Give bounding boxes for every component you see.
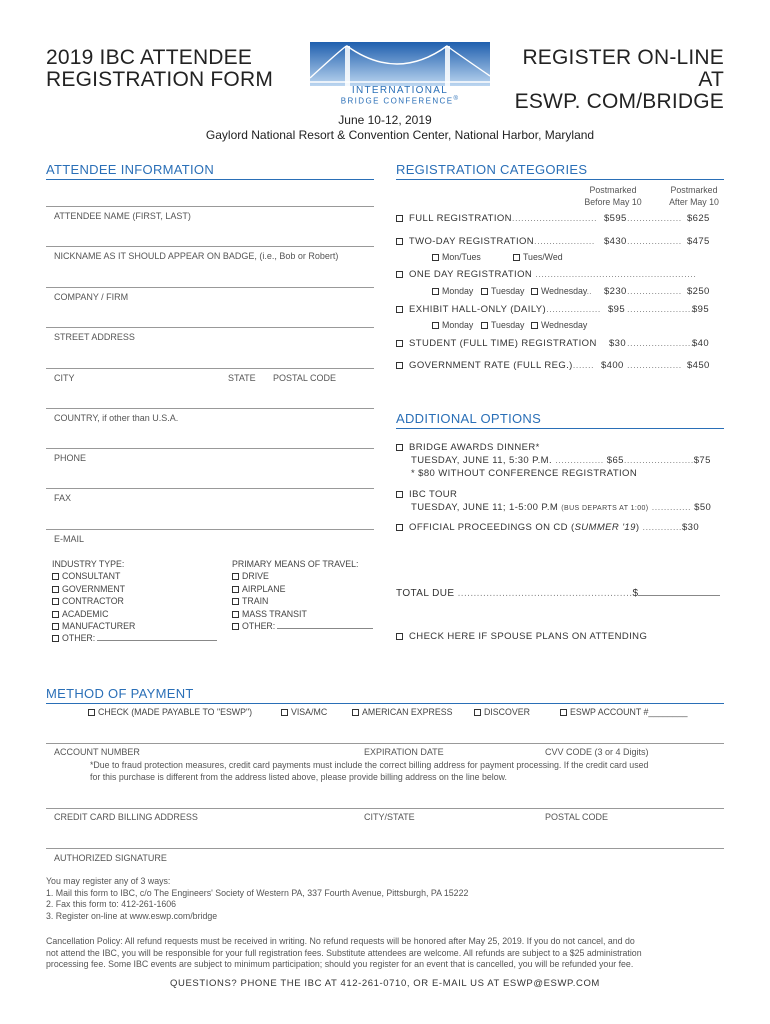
one-day-tuesday[interactable] [481, 286, 524, 296]
attendee-section-label: ATTENDEE INFORMATION [46, 162, 215, 177]
student-registration-option[interactable] [396, 338, 597, 349]
industry-other[interactable] [52, 632, 217, 644]
checkbox-icon[interactable] [232, 611, 239, 618]
exhibit-tuesday-label: Tuesday [491, 320, 525, 330]
checkbox-icon[interactable] [513, 254, 520, 261]
ibc-tour-time: TUESDAY, JUNE 11; 1-5:00 P.M [411, 502, 559, 513]
billing-address-label: CREDIT CARD BILLING ADDRESS [54, 812, 198, 822]
account-number-line[interactable] [46, 743, 724, 744]
travel-label: PRIMARY MEANS OF TRAVEL: [232, 559, 359, 569]
checkbox-icon[interactable] [481, 288, 488, 295]
two-day-mon-tues[interactable] [432, 252, 481, 262]
awards-dinner-late-price: $75 [693, 455, 711, 466]
checkbox-icon[interactable] [396, 491, 403, 498]
nickname-line[interactable] [46, 246, 374, 247]
payment-discover-label: DISCOVER [484, 707, 530, 717]
additional-options-title [396, 411, 724, 429]
billing-postal-label: POSTAL CODE [545, 812, 609, 822]
questions-contact: QUESTIONS? PHONE THE IBC AT 412-261-0710, OR E-MAIL US AT ESWP@ESWP.COM [170, 978, 600, 989]
proceedings-label-end: ) [635, 522, 640, 533]
form-title [46, 47, 273, 91]
checkbox-icon[interactable] [396, 271, 403, 278]
industry-other-label: OTHER: [62, 633, 96, 644]
full-registration-label: FULL REGISTRATION [409, 213, 512, 224]
dot-leader: .................. [627, 286, 682, 297]
expiration-date-label: EXPIRATION DATE [364, 747, 444, 757]
one-day-late-price: $250 [687, 286, 710, 297]
form-title-line-2: REGISTRATION FORM [46, 68, 274, 91]
register-online-url[interactable]: ESWP. COM/BRIDGE [514, 90, 724, 113]
travel-group [232, 558, 373, 632]
city-line[interactable] [46, 368, 374, 369]
exhibit-early-price: $95 [608, 304, 626, 315]
industry-government-label: GOVERNMENT [62, 583, 126, 594]
checkbox-icon[interactable] [396, 215, 403, 222]
checkbox-icon[interactable] [396, 524, 403, 531]
awards-dinner-option[interactable]: BRIDGE AWARDS DINNER* TUESDAY, JUNE 11, 5:30 P.M. ................ $65.......................$75 * $80 WITHOUT CONFERENCE REGISTRATION [396, 441, 711, 480]
dot-leader: .................. [627, 213, 682, 224]
one-day-tuesday-label: Tuesday [491, 286, 525, 296]
state-label: STATE [228, 373, 256, 383]
checkbox-icon[interactable] [432, 322, 439, 329]
account-number-label: ACCOUNT NUMBER [54, 747, 140, 757]
cancellation-policy-line-2: not attend the IBC, you will be responsible for your full registration fees. Substitute attendees are welcome. All refunds are subject to a $25 administration [46, 947, 642, 958]
exhibit-monday[interactable] [432, 320, 473, 330]
checkbox-icon[interactable] [352, 709, 359, 716]
checkbox-icon[interactable] [432, 254, 439, 261]
two-day-registration-label: TWO-DAY REGISTRATION [408, 236, 535, 247]
checkbox-icon[interactable] [281, 709, 288, 716]
government-rate-option[interactable]: GOVERNMENT RATE (FULL REG.)....... [396, 360, 594, 371]
travel-other-field[interactable] [277, 628, 373, 629]
cvv-label: CVV CODE (3 or 4 Digits) [545, 747, 649, 757]
register-online-line-1: REGISTER ON-LINE AT [522, 46, 724, 91]
exhibit-hall-label: EXHIBIT HALL-ONLY (DAILY) [409, 304, 547, 315]
checkbox-icon[interactable] [531, 322, 538, 329]
checkbox-icon[interactable] [232, 586, 239, 593]
registration-way-fax: 2. Fax this form to: 412-261-1606 [46, 899, 177, 910]
travel-airplane[interactable] [232, 583, 373, 595]
spouse-option[interactable] [396, 631, 647, 642]
checkbox-icon[interactable] [52, 623, 59, 630]
phone-label: PHONE [54, 453, 87, 463]
two-day-tues-wed-label: Tues/Wed [523, 252, 563, 262]
industry-contractor-label: CONTRACTOR [62, 596, 124, 607]
exhibit-wednesday[interactable] [531, 320, 587, 330]
payment-check-label: CHECK (MADE PAYABLE TO "ESWP") [98, 707, 253, 717]
checkbox-icon[interactable] [52, 598, 59, 605]
payment-amex-label: AMERICAN EXPRESS [362, 707, 453, 717]
industry-government[interactable] [52, 583, 217, 595]
conference-venue: Gaylord National Resort & Convention Center, National Harbor, Maryland [205, 128, 595, 142]
logo-registered-mark: ® [453, 96, 460, 102]
ibc-tour-price: $50 [694, 502, 712, 513]
city-label: CITY [54, 373, 75, 383]
government-rate-label: GOVERNMENT RATE (FULL REG.) [409, 360, 573, 371]
cancellation-policy-line-3: processing fee. Some IBC events are subject to minimum participation; should you register for an event that is cancelled, you will be refunded your fee. [46, 959, 634, 970]
price-column-early-line1: Postmarked [589, 185, 637, 195]
proceedings-option[interactable]: OFFICIAL PROCEEDINGS ON CD (SUMMER '19) .............$30 [396, 522, 699, 533]
conference-logo [305, 42, 495, 106]
ibc-tour-bus-note: (BUS DEPARTS AT 1:00) [561, 505, 649, 512]
payment-discover[interactable] [474, 707, 530, 717]
checkbox-icon[interactable] [52, 611, 59, 618]
student-early-price: $30 [609, 338, 627, 349]
travel-airplane-label: AIRPLANE [242, 583, 286, 594]
conference-dates: June 10-12, 2019 [338, 113, 432, 127]
street-line[interactable] [46, 327, 374, 328]
checkbox-icon[interactable] [432, 288, 439, 295]
exhibit-monday-label: Monday [442, 320, 474, 330]
one-day-wednesday-label: Wednesday [541, 286, 587, 296]
industry-manufacturer-label: MANUFACTURER [62, 621, 136, 632]
checkbox-icon[interactable] [52, 635, 59, 642]
student-late-price: $40 [692, 338, 710, 349]
billing-address-line[interactable] [46, 808, 724, 809]
travel-train[interactable] [232, 595, 373, 607]
travel-mass-transit[interactable] [232, 608, 373, 620]
additional-options-label: ADDITIONAL OPTIONS [396, 411, 542, 426]
fraud-notice-line-1: *Due to fraud protection measures, credit card payments must include the correct billing address for payment processing. If the credit card used [90, 760, 649, 770]
dot-leader: .................. [627, 360, 682, 371]
checkbox-icon[interactable] [396, 238, 403, 245]
one-day-early-price: $230 [604, 286, 627, 297]
price-column-early-line2: Before May 10 [584, 197, 642, 207]
registration-way-mail: 1. Mail this form to IBC, c/o The Engineers' Society of Western PA, 337 Fourth Avenue, Pittsburgh, PA 15222 [46, 887, 469, 898]
street-label: STREET ADDRESS [54, 332, 135, 342]
ibc-tour-option[interactable]: IBC TOUR TUESDAY, JUNE 11; 1-5:00 P.M (BUS DEPARTS AT 1:00) ............. $50 [396, 488, 711, 515]
price-column-late-line1: Postmarked [670, 185, 718, 195]
travel-mass-transit-label: MASS TRANSIT [242, 608, 307, 619]
exhibit-hall-option[interactable]: EXHIBIT HALL-ONLY (DAILY).................. [396, 304, 601, 315]
industry-academic-label: ACADEMIC [62, 608, 109, 619]
checkbox-icon[interactable] [396, 306, 403, 313]
industry-type-group [52, 558, 217, 645]
dot-leader: ...................... [627, 304, 694, 315]
register-online-title [508, 47, 724, 113]
nickname-label: NICKNAME AS IT SHOULD APPEAR ON BADGE, (i.e., Bob or Robert) [54, 251, 339, 261]
total-due: TOTAL DUE .......................................................$ [396, 588, 720, 599]
spouse-label: CHECK HERE IF SPOUSE PLANS ON ATTENDING [409, 631, 648, 642]
logo-line-2: BRIDGE CONFERENCE [340, 96, 454, 106]
ibc-tour-label: IBC TOUR [409, 489, 458, 500]
dot-leader: ...................... [627, 338, 694, 349]
attendee-name-label: ATTENDEE NAME (FIRST, LAST) [54, 211, 191, 221]
payment-eswp-account[interactable] [560, 707, 688, 717]
two-day-early-price: $430 [604, 236, 627, 247]
awards-dinner-label: BRIDGE AWARDS DINNER* [409, 442, 540, 453]
checkbox-icon[interactable] [232, 598, 239, 605]
total-due-field[interactable] [638, 595, 720, 596]
government-late-price: $450 [687, 360, 710, 371]
cancellation-policy-line-1: Cancellation Policy: All refund requests must be received in writing. No refund requests will be honored after May 25, 2019. If you do not cancel, and do [46, 936, 635, 946]
dot-leader: .................. [627, 236, 682, 247]
total-due-currency: $ [632, 588, 639, 599]
one-day-registration-label: ONE DAY REGISTRATION [409, 269, 533, 280]
payment-visa-mc-label: VISA/MC [291, 707, 328, 717]
industry-other-field[interactable] [97, 640, 217, 641]
one-day-monday-label: Monday [442, 286, 474, 296]
travel-drive[interactable] [232, 570, 373, 582]
one-day-registration-option[interactable]: ONE DAY REGISTRATION ..................................................... [396, 269, 696, 280]
fraud-notice-line-2: for this purchase is different from the address listed above, please provide billing address on the line below. [90, 771, 507, 782]
country-line[interactable] [46, 408, 374, 409]
exhibit-late-price: $95 [692, 304, 710, 315]
attendee-section-title [46, 162, 374, 180]
travel-drive-label: DRIVE [242, 571, 269, 582]
checkbox-icon[interactable] [531, 288, 538, 295]
industry-type-label: INDUSTRY TYPE: [52, 559, 125, 569]
checkbox-icon[interactable] [232, 623, 239, 630]
two-day-late-price: $475 [687, 236, 710, 247]
registration-ways-intro: You may register any of 3 ways: [46, 876, 171, 886]
full-registration-option[interactable]: FULL REGISTRATION............................ [396, 213, 597, 224]
industry-contractor[interactable] [52, 595, 217, 607]
price-column-late-line2: After May 10 [669, 197, 719, 207]
industry-consultant[interactable] [52, 570, 217, 582]
proceedings-price: $30 [681, 522, 700, 533]
cancellation-policy [46, 936, 642, 971]
price-column-early [578, 184, 648, 208]
checkbox-icon[interactable] [52, 586, 59, 593]
attendee-name-line[interactable] [46, 206, 374, 207]
signature-label: AUTHORIZED SIGNATURE [54, 853, 167, 863]
two-day-registration-option[interactable]: TWO-DAY REGISTRATION.................... [396, 236, 595, 247]
awards-dinner-time: TUESDAY, JUNE 11, 5:30 P.M. [411, 455, 553, 466]
payment-amex[interactable] [352, 707, 452, 717]
checkbox-icon[interactable] [396, 444, 403, 451]
industry-consultant-label: CONSULTANT [62, 571, 121, 582]
one-day-monday[interactable] [432, 286, 473, 296]
signature-line[interactable] [46, 848, 724, 849]
registration-ways [46, 876, 468, 922]
government-early-price: $400 [601, 360, 624, 371]
registration-way-online[interactable]: 3. Register on-line at www.eswp.com/bridge [46, 910, 218, 921]
registration-section-title [396, 162, 724, 180]
full-registration-late-price: $625 [687, 213, 710, 224]
total-due-label: TOTAL DUE [396, 588, 455, 599]
fax-label: FAX [54, 493, 72, 503]
company-line[interactable] [46, 287, 374, 288]
payment-check[interactable] [88, 707, 252, 717]
logo-line-2-wrap [305, 96, 495, 106]
checkbox-icon[interactable] [396, 340, 403, 347]
travel-train-label: TRAIN [242, 596, 269, 607]
registration-section-label: REGISTRATION CATEGORIES [396, 162, 588, 177]
two-day-mon-tues-label: Mon/Tues [442, 252, 481, 262]
fax-line[interactable] [46, 488, 374, 489]
student-registration-label: STUDENT (FULL TIME) REGISTRATION [409, 338, 597, 349]
phone-line[interactable] [46, 448, 374, 449]
payment-section-title [46, 686, 724, 704]
one-day-wednesday[interactable]: Wednesday.. [531, 286, 592, 296]
checkbox-icon[interactable] [88, 709, 95, 716]
email-label: E-MAIL [54, 534, 85, 544]
industry-academic[interactable] [52, 608, 217, 620]
payment-visa-mc[interactable] [281, 707, 327, 717]
exhibit-wednesday-label: Wednesday [541, 320, 588, 330]
checkbox-icon[interactable] [396, 633, 403, 640]
form-title-line-1: 2019 IBC ATTENDEE [46, 46, 253, 69]
proceedings-edition: SUMMER '19 [574, 522, 636, 533]
two-day-tues-wed[interactable] [513, 252, 563, 262]
travel-other[interactable] [232, 620, 373, 632]
checkbox-icon[interactable] [52, 573, 59, 580]
full-registration-early-price: $595 [604, 213, 627, 224]
country-label: COUNTRY, if other than U.S.A. [54, 413, 179, 423]
logo-line-1: INTERNATIONAL [351, 85, 449, 96]
checkbox-icon[interactable] [474, 709, 481, 716]
payment-eswp-account-label: ESWP ACCOUNT #________ [570, 707, 688, 717]
awards-dinner-note: * $80 WITHOUT CONFERENCE REGISTRATION [411, 468, 638, 479]
travel-other-label: OTHER: [242, 621, 276, 632]
checkbox-icon[interactable] [232, 573, 239, 580]
checkbox-icon[interactable] [560, 709, 567, 716]
checkbox-icon[interactable] [396, 362, 403, 369]
industry-manufacturer[interactable] [52, 620, 217, 632]
billing-city-state-label: CITY/STATE [364, 812, 415, 822]
proceedings-label: OFFICIAL PROCEEDINGS ON CD ( [409, 522, 575, 533]
payment-section-label: METHOD OF PAYMENT [46, 686, 194, 701]
awards-dinner-early-price: $65 [606, 455, 624, 466]
price-column-late [661, 184, 727, 208]
exhibit-tuesday[interactable] [481, 320, 524, 330]
fraud-notice [90, 760, 730, 783]
postal-label: POSTAL CODE [273, 373, 337, 383]
checkbox-icon[interactable] [481, 322, 488, 329]
email-line[interactable] [46, 529, 374, 530]
company-label: COMPANY / FIRM [54, 292, 129, 302]
